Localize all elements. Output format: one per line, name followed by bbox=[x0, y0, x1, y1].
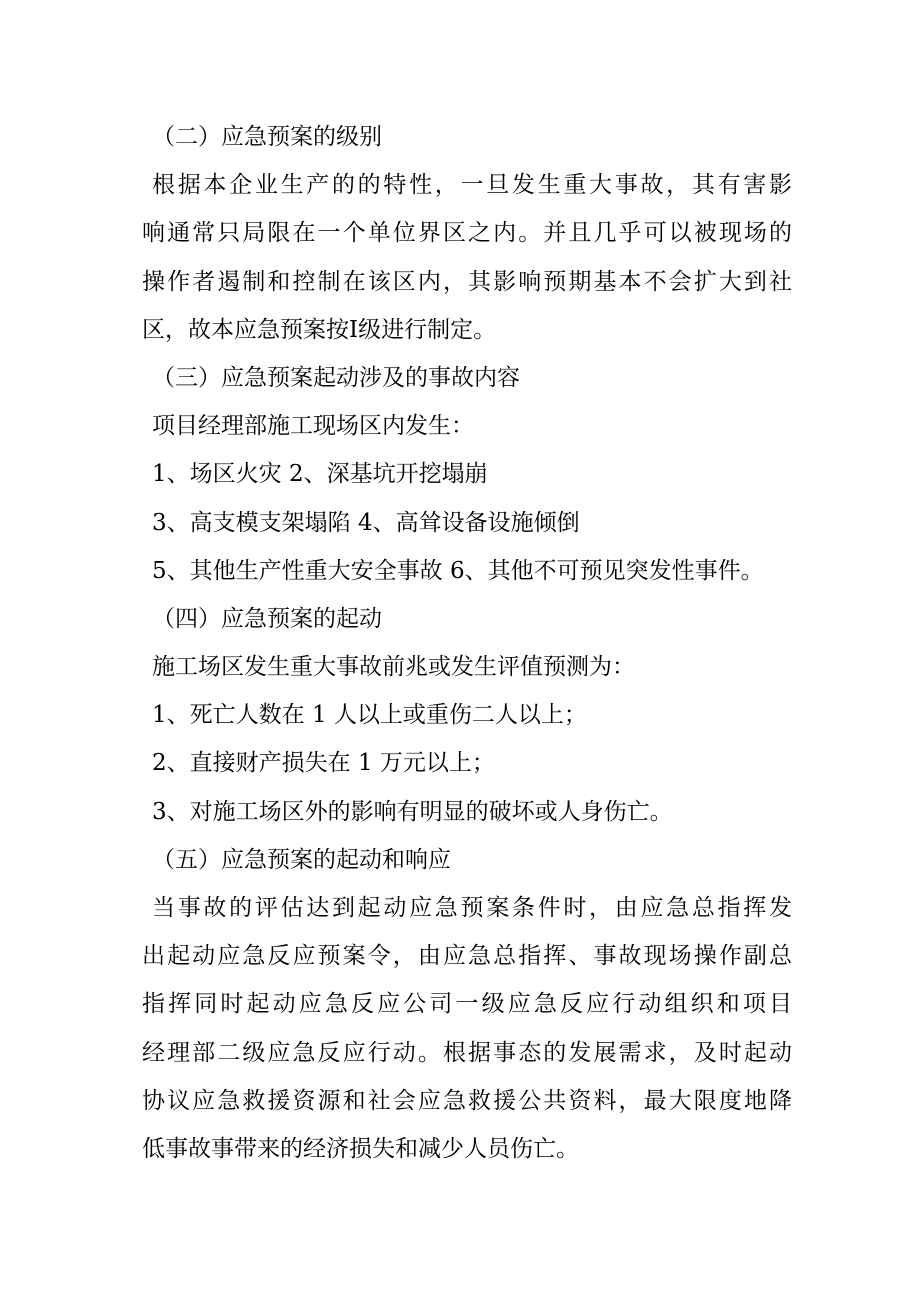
paragraph-line: 低事故事带来的经济损失和减少人员伤亡。 bbox=[142, 1135, 579, 1162]
paragraph-line: 操作者遏制和控制在该区内，其影响预期基本不会扩大到社 bbox=[142, 268, 792, 295]
paragraph-line: 出起动应急反应预案令，由应急总指挥、事故现场操作副总 bbox=[142, 943, 792, 970]
section-heading-level: （二）应急预案的级别 bbox=[152, 124, 382, 150]
list-item: 3、高支模支架塌陷 4、高耸设备设施倾倒 bbox=[152, 509, 580, 536]
document-body bbox=[142, 113, 792, 1173]
paragraph-line: 当事故的评估达到起动应急预案条件时，由应急总指挥发 bbox=[152, 895, 792, 921]
paragraph-line: 指挥同时起动应急反应公司一级应急反应行动组织和项目 bbox=[142, 991, 792, 1018]
paragraph-line: 项目经理部施工现场区内发生： bbox=[152, 413, 474, 440]
list-item: 1、场区火灾 2、深基坑开挖塌崩 bbox=[152, 461, 488, 488]
paragraph-line: 区，故本应急预案按Ⅰ级进行制定。 bbox=[142, 316, 497, 343]
section-heading-activation: （四）应急预案的起动 bbox=[152, 605, 382, 632]
section-heading-scope: （三）应急预案起动涉及的事故内容 bbox=[152, 364, 520, 391]
paragraph-line: 经理部二级应急反应行动。根据事态的发展需求，及时起动 bbox=[142, 1039, 792, 1066]
paragraph-line: 协议应急救援资源和社会应急救援公共资料，最大限度地降 bbox=[142, 1087, 792, 1114]
paragraph-line: 根据本企业生产的的特性，一旦发生重大事故，其有害影 bbox=[152, 172, 792, 199]
list-item: 3、对施工场区外的影响有明显的破坏或人身伤亡。 bbox=[152, 798, 673, 825]
list-item: 2、直接财产损失在 1 万元以上； bbox=[152, 750, 495, 777]
list-item: 5、其他生产性重大安全事故 6、其他不可预见突发性事件。 bbox=[152, 557, 764, 584]
paragraph-line: 响通常只局限在一个单位界区之内。并且几乎可以被现场的 bbox=[142, 220, 792, 247]
list-item: 1、死亡人数在 1 人以上或重伤二人以上； bbox=[152, 702, 587, 729]
paragraph-line: 施工场区发生重大事故前兆或发生评值预测为： bbox=[152, 654, 635, 681]
section-heading-response: （五）应急预案的起动和响应 bbox=[152, 846, 451, 873]
